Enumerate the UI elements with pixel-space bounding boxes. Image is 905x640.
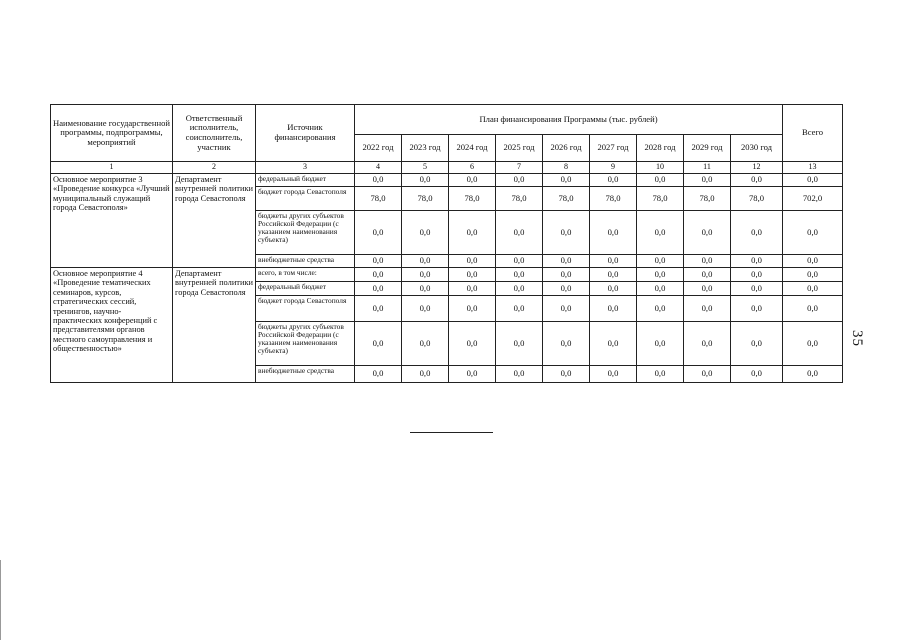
total-cell: 0,0 — [783, 322, 843, 366]
source-cell: внебюджетные средства — [256, 366, 355, 383]
value-cell: 0,0 — [355, 174, 402, 187]
value-cell: 0,0 — [543, 174, 590, 187]
executor-cell: Департамент внутренней политики города Севастополя — [173, 268, 256, 383]
value-cell: 0,0 — [637, 174, 684, 187]
column-number: 5 — [402, 162, 449, 174]
source-cell: внебюджетные средства — [256, 255, 355, 268]
executor-cell: Департамент внутренней политики города Севастополя — [173, 174, 256, 268]
value-cell: 0,0 — [449, 296, 496, 322]
value-cell: 0,0 — [731, 268, 783, 282]
header-name: Наименование государственной программы, подпрограммы, мероприятий — [51, 105, 173, 162]
value-cell: 0,0 — [637, 211, 684, 255]
header-year: 2028 год — [637, 135, 684, 162]
column-number: 9 — [590, 162, 637, 174]
end-divider-line — [410, 432, 493, 433]
total-cell: 0,0 — [783, 296, 843, 322]
value-cell: 0,0 — [590, 296, 637, 322]
source-cell: бюджет города Севастополя — [256, 296, 355, 322]
value-cell: 0,0 — [402, 255, 449, 268]
value-cell: 0,0 — [449, 268, 496, 282]
value-cell: 0,0 — [731, 366, 783, 383]
value-cell: 0,0 — [496, 255, 543, 268]
value-cell: 0,0 — [543, 211, 590, 255]
total-cell: 0,0 — [783, 268, 843, 282]
value-cell: 0,0 — [355, 211, 402, 255]
value-cell: 0,0 — [731, 211, 783, 255]
value-cell: 0,0 — [637, 282, 684, 296]
value-cell: 0,0 — [543, 255, 590, 268]
value-cell: 0,0 — [731, 255, 783, 268]
source-cell: бюджет города Севастополя — [256, 187, 355, 211]
value-cell: 0,0 — [590, 211, 637, 255]
value-cell: 0,0 — [590, 268, 637, 282]
value-cell: 0,0 — [684, 211, 731, 255]
value-cell: 0,0 — [731, 296, 783, 322]
header-year: 2026 год — [543, 135, 590, 162]
source-cell: федеральный бюджет — [256, 282, 355, 296]
column-number: 11 — [684, 162, 731, 174]
value-cell: 0,0 — [355, 282, 402, 296]
value-cell: 0,0 — [543, 322, 590, 366]
column-number: 1 — [51, 162, 173, 174]
source-cell: всего, в том числе: — [256, 268, 355, 282]
value-cell: 0,0 — [402, 282, 449, 296]
value-cell: 0,0 — [684, 296, 731, 322]
value-cell: 0,0 — [684, 255, 731, 268]
value-cell: 78,0 — [637, 187, 684, 211]
value-cell: 0,0 — [355, 268, 402, 282]
column-number: 12 — [731, 162, 783, 174]
value-cell: 0,0 — [590, 255, 637, 268]
value-cell: 0,0 — [449, 211, 496, 255]
value-cell: 0,0 — [402, 268, 449, 282]
value-cell: 0,0 — [684, 268, 731, 282]
value-cell: 0,0 — [449, 174, 496, 187]
value-cell: 0,0 — [496, 174, 543, 187]
value-cell: 0,0 — [543, 268, 590, 282]
value-cell: 0,0 — [543, 296, 590, 322]
total-cell: 0,0 — [783, 174, 843, 187]
column-number: 2 — [173, 162, 256, 174]
value-cell: 0,0 — [543, 282, 590, 296]
value-cell: 0,0 — [637, 268, 684, 282]
measure-name-4: Основное мероприятие 4 «Проведение тематических семинаров, курсов, стратегических сессий, тренингов, научно-практических конференций с представителями органов местного самоуправления и общественностью» — [51, 268, 173, 383]
value-cell: 0,0 — [637, 296, 684, 322]
value-cell: 0,0 — [496, 296, 543, 322]
value-cell: 0,0 — [496, 366, 543, 383]
value-cell: 0,0 — [355, 322, 402, 366]
value-cell: 78,0 — [731, 187, 783, 211]
column-number: 6 — [449, 162, 496, 174]
column-number: 8 — [543, 162, 590, 174]
value-cell: 0,0 — [684, 322, 731, 366]
value-cell: 0,0 — [449, 366, 496, 383]
value-cell: 0,0 — [449, 322, 496, 366]
header-year: 2023 год — [402, 135, 449, 162]
value-cell: 78,0 — [590, 187, 637, 211]
page-number: 35 — [849, 330, 865, 347]
value-cell: 0,0 — [402, 366, 449, 383]
value-cell: 0,0 — [449, 282, 496, 296]
value-cell: 0,0 — [402, 174, 449, 187]
column-number: 3 — [256, 162, 355, 174]
source-cell: бюджеты других субъектов Российской Федерации (с указанием наименования субъекта) — [256, 211, 355, 255]
header-year: 2027 год — [590, 135, 637, 162]
value-cell: 0,0 — [684, 174, 731, 187]
value-cell: 0,0 — [590, 366, 637, 383]
table-row — [51, 174, 843, 187]
value-cell: 0,0 — [355, 366, 402, 383]
column-number: 4 — [355, 162, 402, 174]
value-cell: 0,0 — [496, 282, 543, 296]
value-cell: 78,0 — [543, 187, 590, 211]
value-cell: 0,0 — [637, 255, 684, 268]
value-cell: 0,0 — [731, 174, 783, 187]
total-cell: 0,0 — [783, 255, 843, 268]
source-cell: федеральный бюджет — [256, 174, 355, 187]
column-number: 7 — [496, 162, 543, 174]
header-source: Источник финансирования — [256, 105, 355, 162]
financing-plan-table — [50, 104, 843, 383]
total-cell: 0,0 — [783, 282, 843, 296]
total-cell: 0,0 — [783, 211, 843, 255]
header-executor: Ответственный исполнитель, соисполнитель, участник — [173, 105, 256, 162]
header-year: 2029 год — [684, 135, 731, 162]
value-cell: 78,0 — [355, 187, 402, 211]
value-cell: 0,0 — [496, 322, 543, 366]
header-year: 2030 год — [731, 135, 783, 162]
source-cell: бюджеты других субъектов Российской Федерации (с указанием наименования субъекта) — [256, 322, 355, 366]
value-cell: 0,0 — [355, 296, 402, 322]
value-cell: 0,0 — [731, 282, 783, 296]
value-cell: 0,0 — [402, 211, 449, 255]
table-row — [51, 268, 843, 282]
value-cell: 0,0 — [731, 322, 783, 366]
value-cell: 78,0 — [449, 187, 496, 211]
header-year: 2024 год — [449, 135, 496, 162]
header-year: 2025 год — [496, 135, 543, 162]
value-cell: 0,0 — [590, 282, 637, 296]
value-cell: 0,0 — [684, 366, 731, 383]
header-year: 2022 год — [355, 135, 402, 162]
value-cell: 0,0 — [496, 211, 543, 255]
value-cell: 0,0 — [637, 322, 684, 366]
column-number: 13 — [783, 162, 843, 174]
value-cell: 0,0 — [684, 282, 731, 296]
value-cell: 0,0 — [402, 322, 449, 366]
value-cell: 0,0 — [496, 268, 543, 282]
column-number: 10 — [637, 162, 684, 174]
total-cell: 702,0 — [783, 187, 843, 211]
value-cell: 0,0 — [402, 296, 449, 322]
value-cell: 78,0 — [496, 187, 543, 211]
header-plan: План финансирования Программы (тыс. рублей) — [355, 105, 783, 135]
header-total: Всего — [783, 105, 843, 162]
value-cell: 0,0 — [543, 366, 590, 383]
value-cell: 78,0 — [684, 187, 731, 211]
value-cell: 0,0 — [590, 322, 637, 366]
total-cell: 0,0 — [783, 366, 843, 383]
scan-edge-line — [0, 560, 1, 640]
value-cell: 0,0 — [355, 255, 402, 268]
value-cell: 0,0 — [590, 174, 637, 187]
value-cell: 0,0 — [637, 366, 684, 383]
value-cell: 0,0 — [449, 255, 496, 268]
measure-name-3: Основное мероприятие 3 «Проведение конкурса «Лучший муниципальный служащий города Севастополя» — [51, 174, 173, 268]
value-cell: 78,0 — [402, 187, 449, 211]
